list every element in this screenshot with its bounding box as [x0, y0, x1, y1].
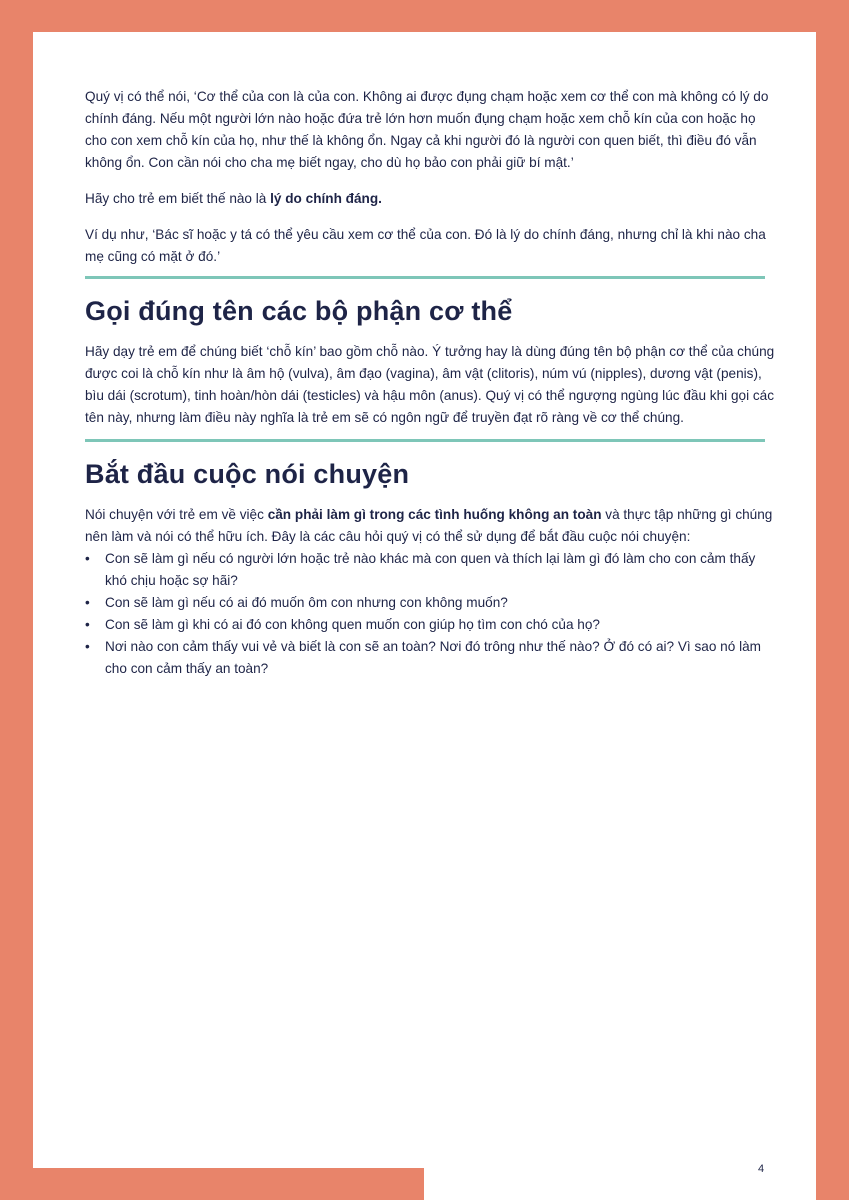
section-heading-body-parts: Gọi đúng tên các bộ phận cơ thể: [85, 296, 513, 326]
page-number: 4: [758, 1163, 765, 1175]
question-list: [85, 548, 775, 680]
intro-paragraph-2-text: Hãy cho trẻ em biết thế nào là: [85, 191, 271, 206]
bullet-icon: •: [85, 595, 90, 610]
section-heading-conversation: Bắt đầu cuộc nói chuyện: [85, 459, 410, 489]
intro-paragraph-2: [85, 188, 775, 210]
intro-paragraph-1: Quý vị có thể nói, ‘Cơ thể của con là của con. Không ai được đụng chạm hoặc xem cơ thể con mà không có lý do chính đáng. Nếu một người lớn nào hoặc đứa trẻ lớn hơn muốn đụng chạm hoặc xem chỗ kín của con hoặc họ cho con xem chỗ kín của họ, như thế là không ổn. Ngay cả khi người đó là người con quen biết, thì điều đó vẫn không ổn. Con cần nói cho cha mẹ biết ngay, cho dù họ bảo con phải giữ bí mật.’: [85, 89, 769, 170]
section-body-body-parts: Hãy dạy trẻ em để chúng biết ‘chỗ kín’ bao gồm chỗ nào. Ý tưởng hay là dùng đúng tên bộ phận cơ thể của chúng được coi là chỗ kín như là âm hộ (vulva), âm đạo (vagina), âm vật (clitoris), núm vú (nipples), dương vật (penis), bìu dái (scrotum), tinh hoàn/hòn dái (testicles) và hậu môn (anus). Quý vị có thể ngượng ngùng lúc đầu khi gọi các tên này, nhưng làm điều này nghĩa là trẻ em sẽ có ngôn ngữ để truyền đạt rõ ràng về cơ thể chúng.: [85, 344, 775, 425]
conversation-intro-bold: cần phải làm gì trong các tình huống không an toàn: [267, 507, 602, 522]
question-text: Con sẽ làm gì nếu có người lớn hoặc trẻ nào khác mà con quen và thích lại làm gì đó làm cho con cảm thấy khó chịu hoặc sợ hãi?: [105, 551, 756, 588]
intro-paragraph-3: Ví dụ như, ‘Bác sĩ hoặc y tá có thể yêu cầu xem cơ thể của con. Đó là lý do chính đáng, nhưng chỉ là khi nào cha mẹ cũng có mặt ở đó.’: [85, 227, 766, 264]
conversation-intro-suffix: và thực tập những gì chúng nên làm và nói có thể hữu ích. Đây là các câu hỏi quý vị có thể sử dụng để bắt đầu cuộc nói chuyện:: [85, 507, 773, 544]
question-text: Nơi nào con cảm thấy vui vẻ và biết là con sẽ an toàn? Nơi đó trông như thế nào? Ở đó có ai? Vì sao nó làm cho con cảm thấy an toàn?: [105, 639, 761, 676]
intro-paragraph-2-bold: lý do chính đáng.: [270, 191, 382, 206]
question-text: Con sẽ làm gì khi có ai đó con không quen muốn con giúp họ tìm con chó của họ?: [105, 617, 600, 632]
list-item: [85, 636, 775, 680]
bullet-icon: •: [85, 551, 90, 566]
document-page: [33, 32, 816, 1168]
section-intro-conversation: [85, 504, 775, 548]
page-content: [85, 86, 775, 680]
list-item: [85, 548, 775, 592]
question-text: Con sẽ làm gì nếu có ai đó muốn ôm con nhưng con không muốn?: [105, 595, 508, 610]
list-item: [85, 592, 775, 614]
list-item: [85, 614, 775, 636]
bullet-icon: •: [85, 639, 90, 654]
bullet-icon: •: [85, 617, 90, 632]
section-divider-1: [85, 276, 765, 279]
conversation-intro-prefix: Nói chuyện với trẻ em về việc: [85, 507, 268, 522]
section-divider-2: [85, 439, 765, 442]
